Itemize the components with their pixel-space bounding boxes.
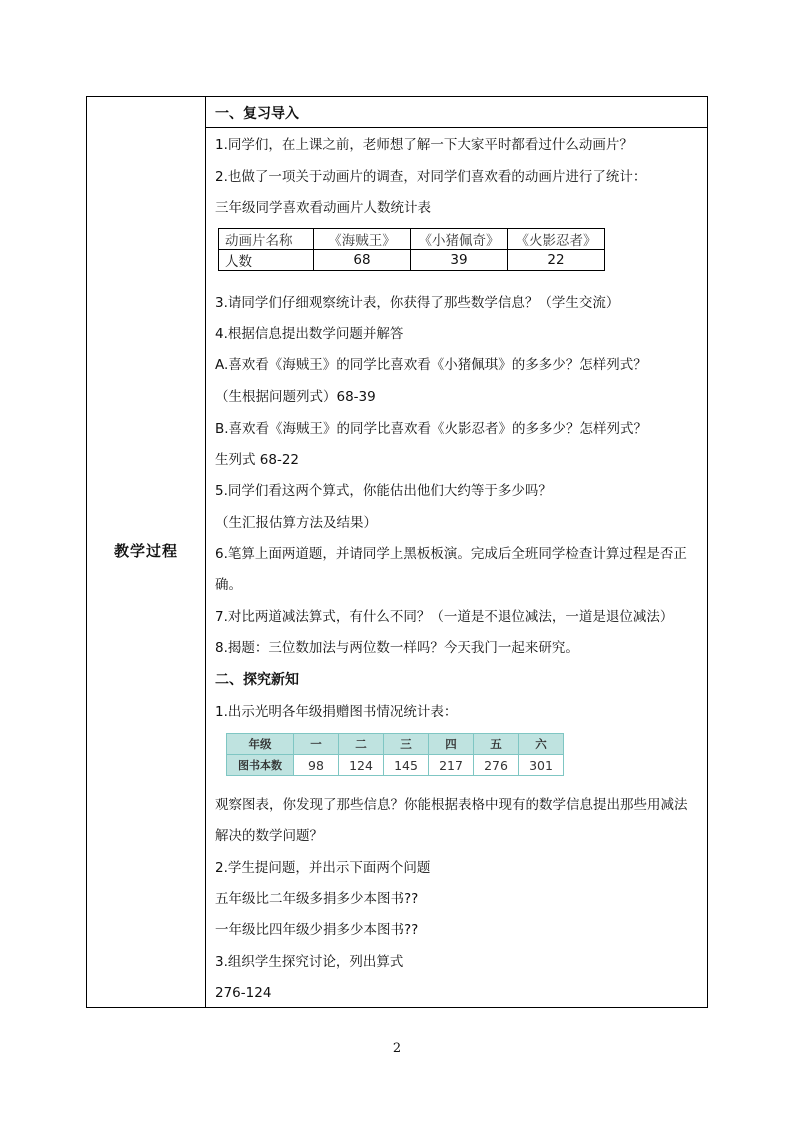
table-cell: 年级 <box>227 734 294 755</box>
text-line: 1.出示光明各年级捐赠图书情况统计表： <box>215 704 458 720</box>
section-label: 教学过程 <box>113 542 178 560</box>
text-line: 5.同学们看这两个算式，你能估出他们大约等于多少吗？ <box>215 483 552 499</box>
table-cell: 一 <box>294 734 339 755</box>
text-line: A.喜欢看《海贼王》的同学比喜欢看《小猪佩琪》的多多少？怎样列式？ <box>215 357 647 373</box>
text-line: （生汇报估算方法及结果） <box>215 515 377 531</box>
table-cell: 图书本数 <box>227 755 294 776</box>
table-cell: 《小猪佩奇》 <box>411 229 508 250</box>
table-header-row <box>227 734 564 755</box>
text-line: 8.揭题：三位数加法与两位数一样吗？今天我门一起来研究。 <box>215 640 579 656</box>
table-row <box>227 755 564 776</box>
table-cell: 217 <box>429 755 474 776</box>
text-line: 解决的数学问题？ <box>215 828 323 844</box>
table-cell: 三 <box>384 734 429 755</box>
text-line: 3.请同学们仔细观察统计表，你获得了那些数学信息？（学生交流） <box>215 295 620 311</box>
table-cell: 39 <box>411 250 508 271</box>
text-line: 276-124 <box>215 985 272 1001</box>
heading-explore: 二、探究新知 <box>215 672 299 688</box>
table-cell: 人数 <box>219 250 314 271</box>
text-line: 4.根据信息提出数学问题并解答 <box>215 326 404 342</box>
table-cell: 五 <box>474 734 519 755</box>
page-number: 2 <box>392 1041 402 1056</box>
table-cell: 145 <box>384 755 429 776</box>
table-row <box>219 250 605 271</box>
table-cell: 68 <box>314 250 411 271</box>
text-line: （生根据问题列式）68-39 <box>215 389 376 405</box>
text-line: 一年级比四年级少捐多少本图书?? <box>215 922 419 938</box>
text-line: 2.学生提问题，并出示下面两个问题 <box>215 860 431 876</box>
table-header-row <box>219 229 605 250</box>
text-line: 3.组织学生探究讨论，列出算式 <box>215 954 404 970</box>
text-line: 1.同学们，在上课之前，老师想了解一下大家平时都看过什么动画片？ <box>215 137 633 153</box>
table-cell: 二 <box>339 734 384 755</box>
book-donation-table <box>226 733 564 776</box>
table-cell: 124 <box>339 755 384 776</box>
text-line: 观察图表，你发现了那些信息？你能根据表格中现有的数学信息提出那些用减法 <box>215 797 688 813</box>
row-separator <box>206 127 708 128</box>
table-cell: 动画片名称 <box>219 229 314 250</box>
table-cell: 22 <box>508 250 605 271</box>
table-cell: 《火影忍者》 <box>508 229 605 250</box>
text-line: 6.笔算上面两道题，并请同学上黑板板演。完成后全班同学检查计算过程是否正 <box>215 546 687 562</box>
cartoon-survey-table <box>218 228 605 271</box>
text-line: 7.对比两道减法算式，有什么不同？（一道是不退位减法，一道是退位减法） <box>215 609 674 625</box>
text-line: B.喜欢看《海贼王》的同学比喜欢看《火影忍者》的多多少？怎样列式？ <box>215 421 648 437</box>
table-cell: 98 <box>294 755 339 776</box>
table-cell: 六 <box>519 734 564 755</box>
text-line: 五年级比二年级多捐多少本图书?? <box>215 891 419 907</box>
table-cell: 276 <box>474 755 519 776</box>
table-cell: 四 <box>429 734 474 755</box>
heading-review: 一、复习导入 <box>215 106 299 122</box>
table-cell: 301 <box>519 755 564 776</box>
table1-caption: 三年级同学喜欢看动画片人数统计表 <box>215 200 431 216</box>
text-line: 生列式 68-22 <box>215 452 300 468</box>
table-cell: 《海贼王》 <box>314 229 411 250</box>
text-line: 确。 <box>215 577 242 593</box>
text-line: 2.也做了一项关于动画片的调查，对同学们喜欢看的动画片进行了统计： <box>215 169 647 185</box>
